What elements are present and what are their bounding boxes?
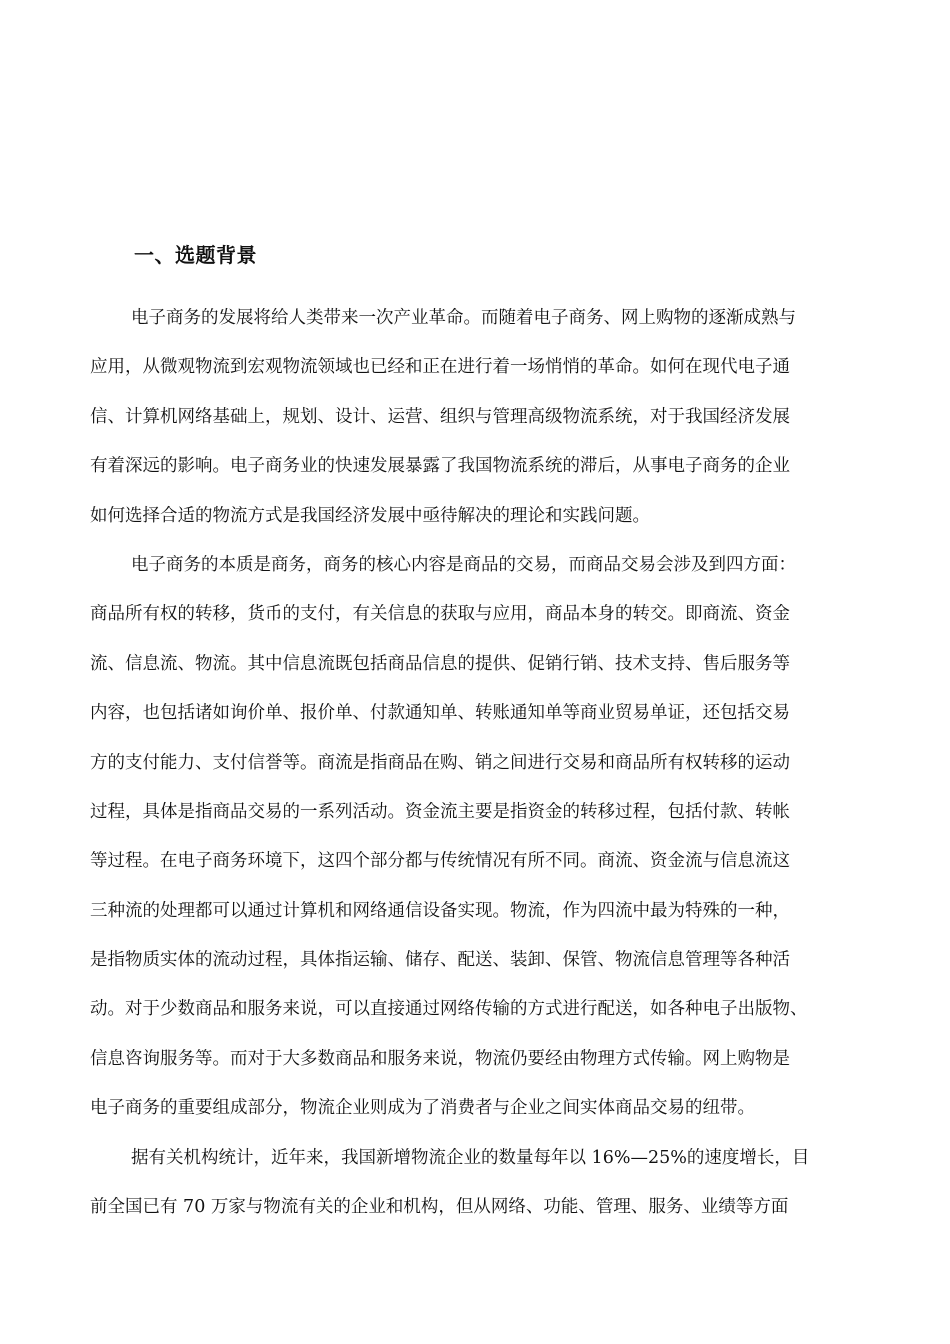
text-line: 有着深远的影响。电子商务业的快速发展暴露了我国物流系统的滞后，从事电子商务的企业 [90, 456, 790, 477]
paragraph-1 [90, 300, 872, 547]
text-line: 应用，从微观物流到宏观物流领域也已经和正在进行着一场悄悄的革命。如何在现代电子通 [90, 357, 790, 378]
text-line: 电子商务的重要组成部分，物流企业则成为了消费者与企业之间实体商品交易的纽带。 [90, 1098, 755, 1119]
text-line: 过程，具体是指商品交易的一系列活动。资金流主要是指资金的转移过程，包括付款、转帐 [90, 801, 790, 822]
text-line: 如何选择合适的物流方式是我国经济发展中亟待解决的理论和实践问题。 [90, 505, 650, 526]
body-text [90, 300, 872, 1238]
text-line: 商品所有权的转移，货币的支付，有关信息的获取与应用，商品本身的转交。即商流、资金 [90, 604, 790, 625]
text-line: 信息咨询服务等。而对于大多数商品和服务来说，物流仍要经由物理方式传输。网上购物是 [90, 1048, 790, 1069]
text-line: 据有关机构统计，近年来，我国新增物流企业的数量每年以 16%—25%的速度增长，目 [131, 1147, 810, 1168]
text-line: 动。对于少数商品和服务来说，可以直接通过网络传输的方式进行配送，如各种电子出版物、 [90, 999, 808, 1020]
paragraph-3 [90, 1140, 872, 1239]
section-heading: 一、选题背景 [134, 243, 257, 267]
paragraph-2 [90, 547, 872, 1140]
text-line: 内容，也包括诸如询价单、报价单、付款通知单、转账通知单等商业贸易单证，还包括交易 [90, 703, 790, 724]
text-line: 方的支付能力、支付信誉等。商流是指商品在购、销之间进行交易和商品所有权转移的运动 [90, 752, 790, 773]
text-line: 流、信息流、物流。其中信息流既包括商品信息的提供、促销行销、技术支持、售后服务等 [90, 653, 790, 674]
text-line: 等过程。在电子商务环境下，这四个部分都与传统情况有所不同。商流、资金流与信息流这 [90, 851, 790, 872]
text-line: 信、计算机网络基础上，规划、设计、运营、组织与管理高级物流系统，对于我国经济发展 [90, 406, 790, 427]
text-line: 三种流的处理都可以通过计算机和网络通信设备实现。物流，作为四流中最为特殊的一种， [90, 900, 790, 921]
text-line: 电子商务的本质是商务，商务的核心内容是商品的交易，而商品交易会涉及到四方面： [131, 554, 796, 575]
text-line: 电子商务的发展将给人类带来一次产业革命。而随着电子商务、网上购物的逐渐成熟与 [131, 308, 796, 328]
text-line: 是指物质实体的流动过程，具体指运输、储存、配送、装卸、保管、物流信息管理等各种活 [90, 950, 790, 971]
text-line: 前全国已有 70 万家与物流有关的企业和机构，但从网络、功能、管理、服务、业绩等方面 [90, 1197, 789, 1218]
